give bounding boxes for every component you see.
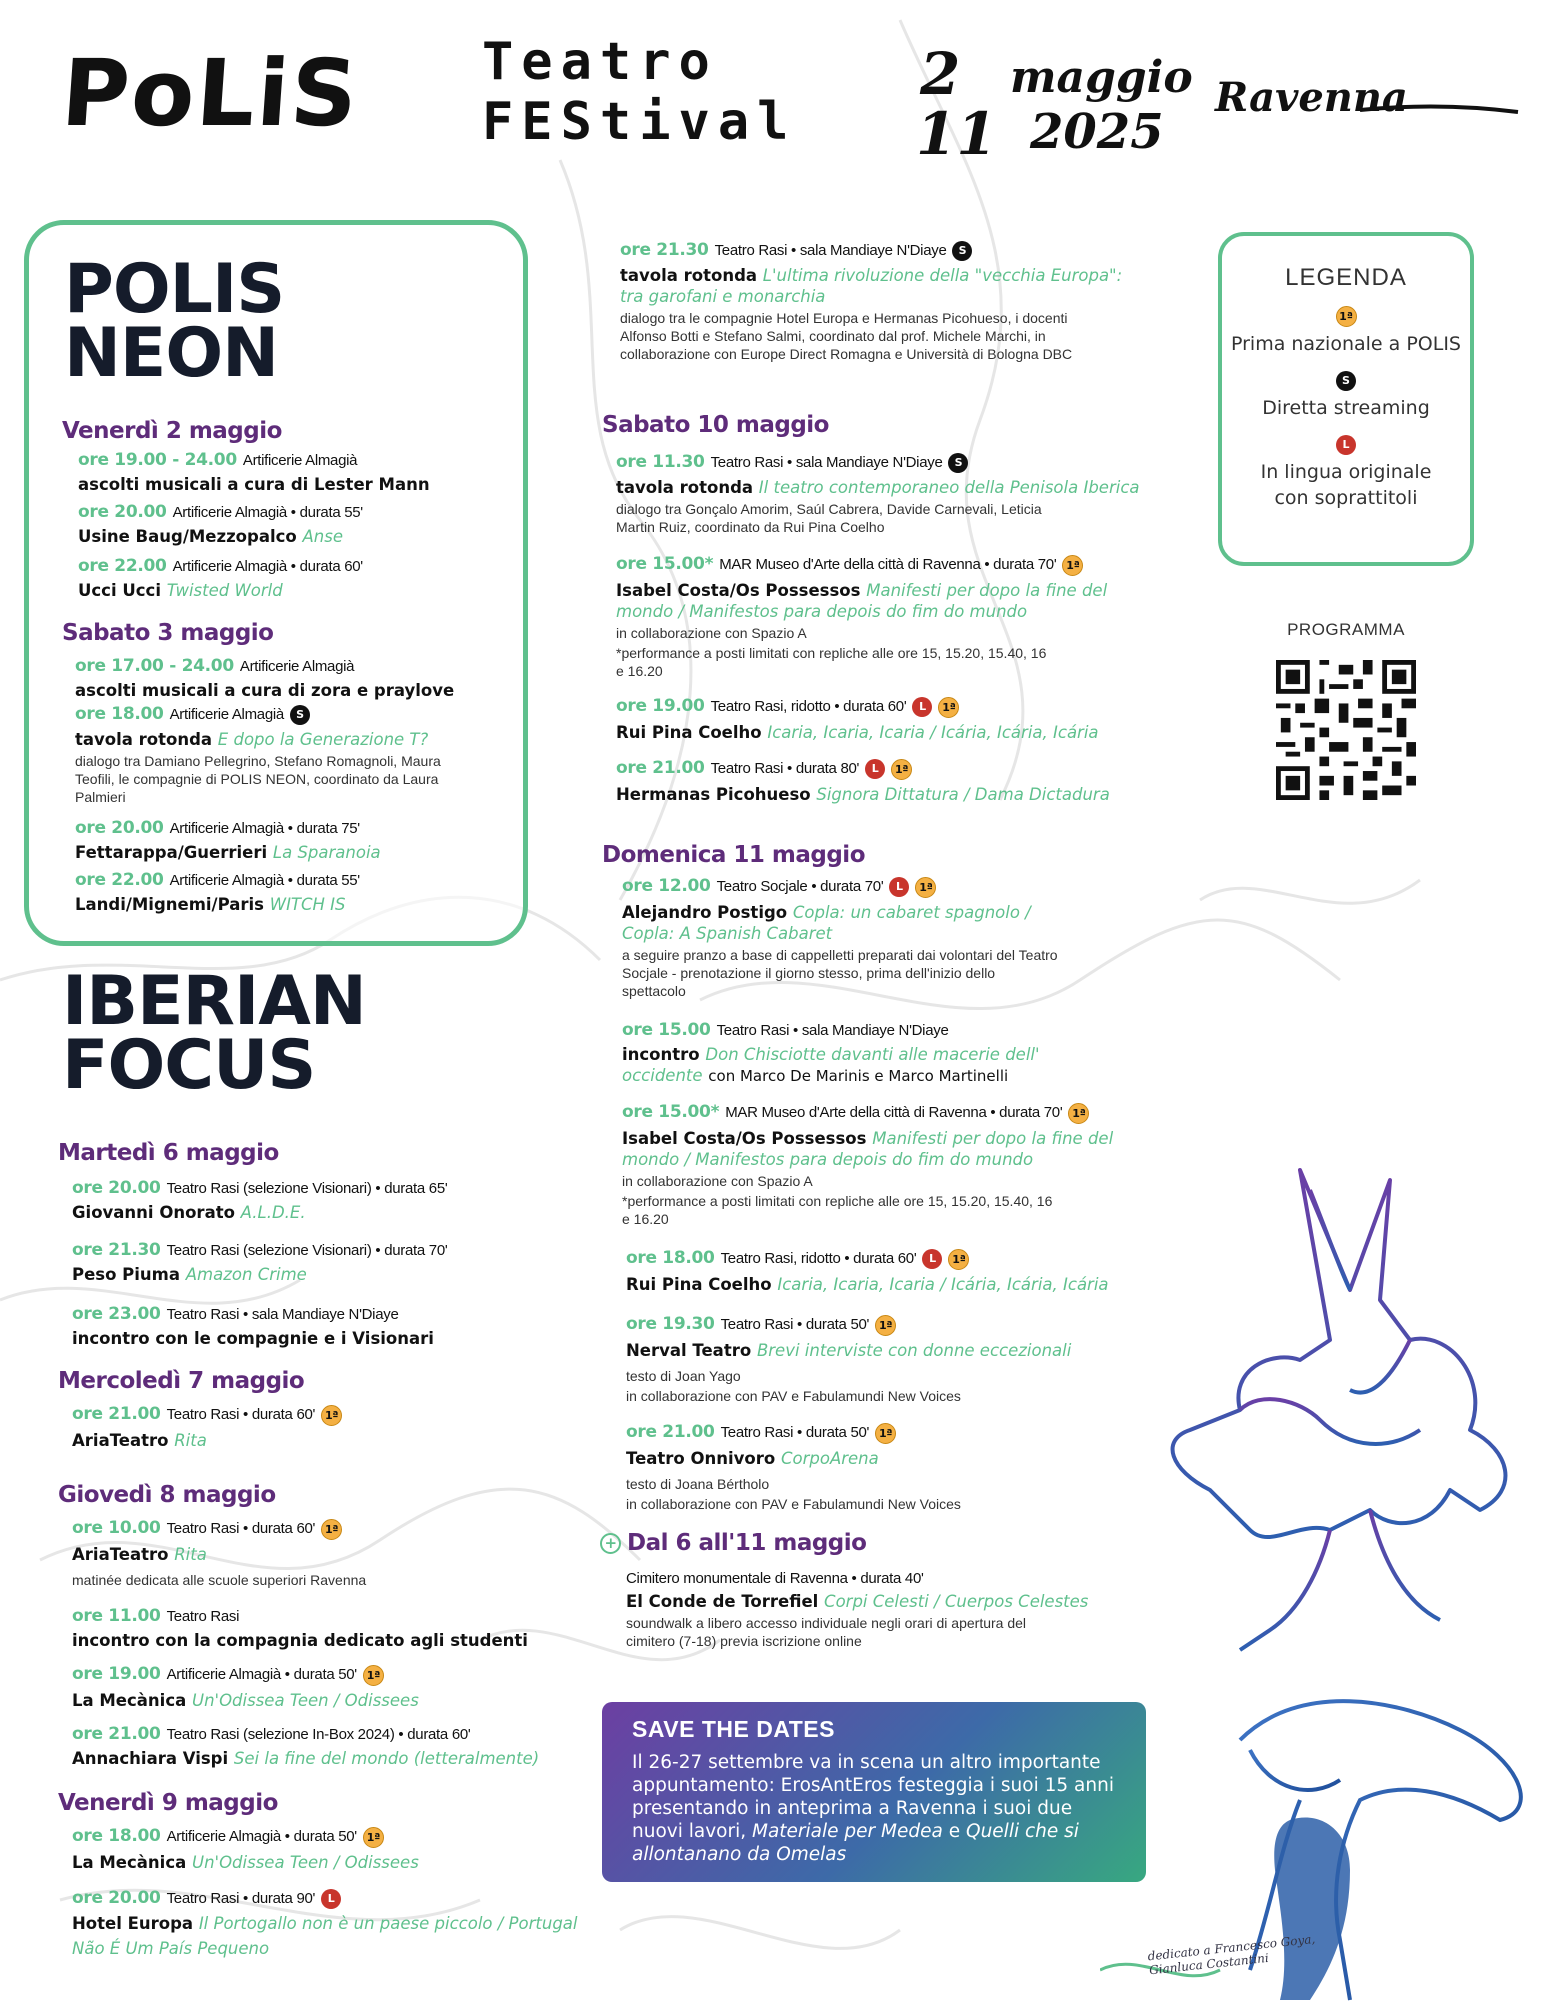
city-name: Ravenna <box>1215 74 1408 121</box>
date-start: 2 <box>920 40 961 108</box>
prima-nazionale-icon: 1ª <box>1062 555 1083 576</box>
event: ore 19.00 Teatro Rasi, ridotto • durata 60' L 1ª Rui Pina Coelho Icaria, Icaria, Icaria / Icária, Icária, Icária <box>616 696 1099 742</box>
event: ore 18.00 Teatro Rasi, ridotto • durata 60' L 1ª Rui Pina Coelho Icaria, Icaria, Icaria / Icária, Icária, Icária <box>626 1248 1109 1294</box>
event: ore 19.30 Teatro Rasi • durata 50' 1ª Nerval Teatro Brevi interviste con donne eccezionali testo di Joan Yago in collaborazione con PAV e Fabulamundi New Voices <box>626 1314 1072 1404</box>
date-end: 11 <box>916 100 997 168</box>
event: ore 22.00 Artificerie Almagià • durata 55' Landi/Mignemi/Paris WITCH IS <box>75 870 360 914</box>
day-heading: Venerdì 2 maggio <box>62 418 282 444</box>
event: ore 21.00 Teatro Rasi • durata 50' 1ª Teatro Onnivoro CorpoArena testo di Joana Bértholo in collaborazione con PAV e Fabulamundi New Voices <box>626 1422 961 1512</box>
event: ore 20.00 Teatro Rasi (selezione Visionari) • durata 65' Giovanni Onorato A.L.D.E. <box>72 1178 448 1222</box>
programma-label: PROGRAMMA <box>1287 620 1405 639</box>
lingua-originale-icon: L <box>1336 435 1356 455</box>
event: ore 20.00 Artificerie Almagià • durata 75' Fettarappa/Guerrieri La Sparanoia <box>75 818 381 862</box>
day-heading: + Dal 6 all'11 maggio <box>600 1530 866 1556</box>
event: ore 23.00 Teatro Rasi • sala Mandiaye N'Diaye incontro con le compagnie e i Visionari <box>72 1304 434 1348</box>
event: ore 11.30 Teatro Rasi • sala Mandiaye N'Diaye S tavola rotonda Il teatro contemporaneo della Penisola Iberica dialogo tra Gonçalo Amorim, Saúl Cabrera, Davide Carnevali, Leticia Martin Ruiz, coordinato da Rui Pina Coelho <box>616 452 1140 536</box>
event: ore 21.30 Teatro Rasi (selezione Visionari) • durata 70' Peso Piuma Amazon Crime <box>72 1240 448 1284</box>
day-heading: Mercoledì 7 maggio <box>58 1368 305 1394</box>
prima-nazionale-icon: 1ª <box>875 1423 896 1444</box>
event: ore 22.00 Artificerie Almagià • durata 60' Ucci Ucci Twisted World <box>78 556 363 600</box>
prima-nazionale-icon: 1ª <box>321 1405 342 1426</box>
event: Cimitero monumentale di Ravenna • durata 40' El Conde de Torrefiel Corpi Celesti / Cuerpos Celestes soundwalk a libero accesso individuale negli orari di apertura del cimitero (7-18) previa iscrizione online <box>626 1570 1089 1649</box>
event: ore 17.00 - 24.00 Artificerie Almagià ascolti musicali a cura di zora e praylove <box>75 656 455 700</box>
festival-logo-festival: FEStival <box>482 92 797 152</box>
event: ore 11.00 Teatro Rasi incontro con la compagnia dedicato agli studenti <box>72 1606 528 1650</box>
qr-code[interactable] <box>1276 660 1416 800</box>
event: ore 18.00 Artificerie Almagià S tavola rotonda E dopo la Generazione T? dialogo tra Damiano Pellegrino, Stefano Romagnoli, Maura Teofili, le compagnie di POLIS NEON, coordinato da Laura Palmieri <box>75 704 441 806</box>
prima-nazionale-icon: 1ª <box>915 877 936 898</box>
prima-nazionale-icon: 1ª <box>938 697 959 718</box>
day-heading: Giovedì 8 maggio <box>58 1482 276 1508</box>
save-the-dates-box: SAVE THE DATES Il 26-27 settembre va in scena un altro importante appuntamento: ErosAntEros festeggia i suoi 15 anni presentando in anteprima a Ravenna i suoi due nuovi lavori, Materiale per Medea e Quelli che si allontanano da Omelas <box>602 1702 1146 1882</box>
lingua-originale-icon: L <box>865 759 885 779</box>
prima-nazionale-icon: 1ª <box>875 1315 896 1336</box>
festival-logo-teatro: Teatro <box>482 32 718 92</box>
lingua-originale-icon: L <box>912 697 932 717</box>
iberian-focus-title: IBERIAN FOCUS <box>62 962 366 1105</box>
lingua-originale-icon: L <box>922 1249 942 1269</box>
day-heading: Sabato 10 maggio <box>602 412 829 438</box>
event: ore 20.00 Artificerie Almagià • durata 55' Usine Baug/Mezzopalco Anse <box>78 502 363 546</box>
prima-nazionale-icon: 1ª <box>363 1665 384 1686</box>
event: ore 15.00 Teatro Rasi • sala Mandiaye N'Diaye incontro Don Chisciotte davanti alle macerie dell' occidente con Marco De Marinis e Marco Martinelli <box>622 1020 1040 1085</box>
event: ore 12.00 Teatro Socjale • durata 70' L 1ª Alejandro Postigo Copla: un cabaret spagnolo / Copla: A Spanish Cabaret a seguire pranzo a base di cappelletti preparati dai volontari del Teatro Socjale - prenotazione il giorno stesso, prima dell'inizio dello spettacolo <box>622 876 1058 999</box>
event: ore 10.00 Teatro Rasi • durata 60' 1ª AriaTeatro Rita matinée dedicata alle scuole superiori Ravenna <box>72 1518 367 1588</box>
streaming-icon: S <box>952 241 972 261</box>
event: ore 20.00 Teatro Rasi • durata 90' L Hotel Europa Il Portogallo non è un paese piccolo / Portugal Não É Um País Pequeno <box>72 1888 578 1959</box>
brush-stroke <box>1360 100 1520 120</box>
day-heading: Martedì 6 maggio <box>58 1140 279 1166</box>
dancers-illustration <box>1150 1150 1540 1690</box>
streaming-icon: S <box>290 705 310 725</box>
event: ore 21.00 Teatro Rasi • durata 80' L 1ª Hermanas Picohueso Signora Dittatura / Dama Dictadura <box>616 758 1110 804</box>
date-year: 2025 <box>1030 104 1164 160</box>
lingua-originale-icon: L <box>321 1889 341 1909</box>
prima-nazionale-icon: 1ª <box>891 759 912 780</box>
event: ore 21.00 Teatro Rasi • durata 60' 1ª AriaTeatro Rita <box>72 1404 342 1451</box>
day-heading: Venerdì 9 maggio <box>58 1790 278 1816</box>
prima-nazionale-icon: 1ª <box>363 1827 384 1848</box>
lingua-originale-icon: L <box>889 877 909 897</box>
legend-box: LEGENDA 1ª Prima nazionale a POLIS S Diretta streaming L In lingua originale con soprattitoli <box>1218 232 1474 566</box>
event: ore 21.00 Teatro Rasi (selezione In-Box 2024) • durata 60' Annachiara Vispi Sei la fine del mondo (letteralmente) <box>72 1724 540 1768</box>
event: ore 19.00 Artificerie Almagià • durata 50' 1ª La Mecànica Un'Odissea Teen / Odissees <box>72 1664 419 1710</box>
prima-nazionale-icon: 1ª <box>948 1249 969 1270</box>
event: ore 15.00* MAR Museo d'Arte della città di Ravenna • durata 70' 1ª Isabel Costa/Os Possessos Manifesti per dopo la fine del mondo / Manifestos para depois do fim do mundo in collaborazione con Spazio A *performance a posti limitati con repliche alle ore 15, 15.20, 15.40, 16 e 16.20 <box>616 554 1108 679</box>
dedication-signature: dedicato a Francesco Goya, Gianluca Costantini <box>1147 1931 1316 1978</box>
prima-nazionale-icon: 1ª <box>321 1519 342 1540</box>
prima-nazionale-icon: 1ª <box>1068 1103 1089 1124</box>
festival-logo-polis: PoLiS <box>58 40 363 147</box>
event: ore 18.00 Artificerie Almagià • durata 50' 1ª La Mecànica Un'Odissea Teen / Odissees <box>72 1826 419 1872</box>
plus-icon: + <box>600 1533 621 1554</box>
streaming-icon: S <box>948 453 968 473</box>
day-heading: Sabato 3 maggio <box>62 620 274 646</box>
prima-nazionale-icon: 1ª <box>1336 306 1357 327</box>
date-month: maggio <box>1010 52 1193 103</box>
event: ore 15.00* MAR Museo d'Arte della città di Ravenna • durata 70' 1ª Isabel Costa/Os Possessos Manifesti per dopo la fine del mondo / Manifestos para depois do fim do mundo in collaborazione con Spazio A *performance a posti limitati con repliche alle ore 15, 15.20, 15.40, 16 e 16.20 <box>622 1102 1114 1227</box>
event: ore 21.30 Teatro Rasi • sala Mandiaye N'Diaye S tavola rotonda L'ultima rivoluzione della "vecchia Europa": tra garofani e monarchia dialogo tra le compagnie Hotel Europa e Hermanas Picohueso, i docenti Alfonso Botti e Stefano Salmi, coordinato dal prof. Michele Marchi, in collaborazione con Europe Direct Romagna e Università di Bologna DBC <box>620 240 1123 363</box>
day-heading: Domenica 11 maggio <box>602 842 865 868</box>
streaming-icon: S <box>1336 371 1356 391</box>
event: ore 19.00 - 24.00 Artificerie Almagià ascolti musicali a cura di Lester Mann <box>78 450 430 494</box>
polis-neon-title: POLIS NEON <box>64 250 285 393</box>
